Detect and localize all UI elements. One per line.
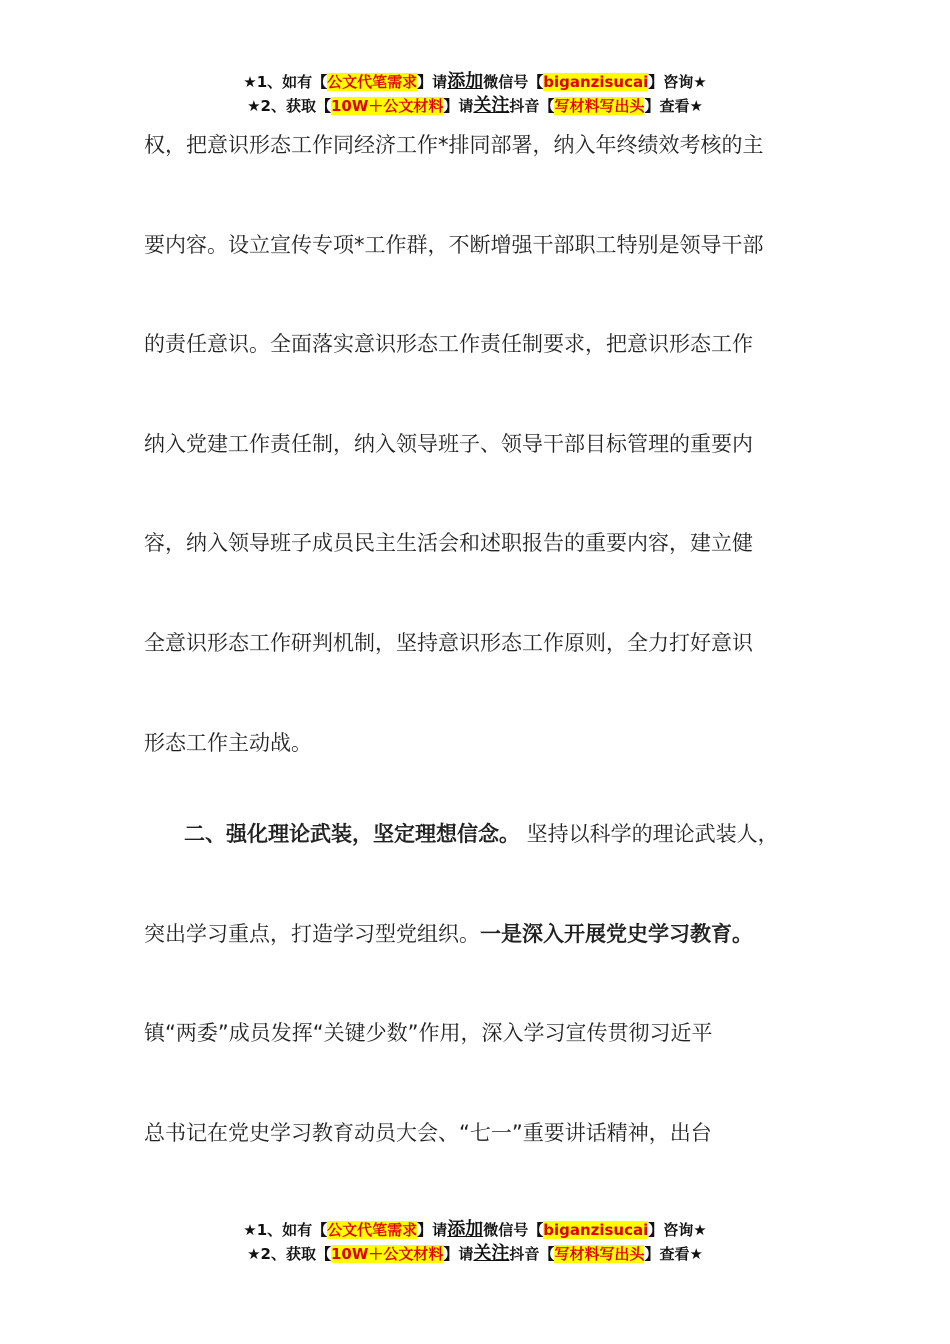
banner-text: 】请 <box>443 1245 474 1263</box>
banner-highlight: 10W＋公文材料 <box>330 1245 444 1263</box>
banner-emphasis: 添加 <box>447 1219 484 1240</box>
banner-text: 】咨询★ <box>648 1221 707 1239</box>
banner-line-2 <box>0 1242 950 1266</box>
banner-text: ★2、获取【 <box>247 97 331 115</box>
banner-text: 抖音【 <box>509 1245 555 1263</box>
body-line: 纳入党建工作责任制，纳入领导班子、领导干部目标管理的重要内 <box>144 432 753 456</box>
banner-text: ★1、如有【 <box>243 73 328 91</box>
banner-highlight: 写材料写出头 <box>554 1245 645 1263</box>
banner-text: ★1、如有【 <box>243 1221 328 1239</box>
body-line: 容，纳入领导班子成员民主生活会和述职报告的重要内容，建立健 <box>144 531 753 555</box>
banner-line-2 <box>0 94 950 118</box>
section-heading-line <box>184 820 874 848</box>
body-line <box>144 920 834 948</box>
banner-text: 微信号【 <box>483 73 544 91</box>
body-line: 要内容。设立宣传专项*工作群，不断增强干部职工特别是领导干部 <box>144 233 764 257</box>
banner-text: 】请 <box>443 97 474 115</box>
bold-point: 一是深入开展党史学习教育。 <box>480 922 753 946</box>
banner-line-1 <box>0 70 950 94</box>
banner-emphasis: 关注 <box>473 95 510 116</box>
banner-highlight: 公文代笔需求 <box>327 1221 418 1239</box>
body-line: 全意识形态工作研判机制，坚持意识形态工作原则，全力打好意识 <box>144 631 753 655</box>
banner-emphasis: 关注 <box>473 1243 510 1264</box>
body-text: 突出学习重点，打造学习型党组织。 <box>144 922 480 946</box>
banner-text: 】请 <box>417 1221 448 1239</box>
body-line: 权，把意识形态工作同经济工作*排同部署，纳入年终绩效考核的主 <box>144 133 764 157</box>
body-line: 镇“两委”成员发挥“关键少数”作用，深入学习宣传贯彻习近平 <box>144 1021 713 1045</box>
banner-text: 抖音【 <box>509 97 555 115</box>
banner-highlight: 公文代笔需求 <box>327 73 418 91</box>
body-text: 坚持以科学的理论武装人， <box>520 822 779 846</box>
banner-emphasis: 添加 <box>447 71 484 92</box>
header-banner <box>0 70 950 118</box>
section-heading: 二、强化理论武装，坚定理想信念。 <box>184 822 520 846</box>
banner-text: 】咨询★ <box>648 73 707 91</box>
body-line: 总书记在党史学习教育动员大会、“七一”重要讲话精神，出台 <box>144 1121 712 1145</box>
banner-text: 】查看★ <box>644 97 703 115</box>
banner-text: 微信号【 <box>483 1221 544 1239</box>
banner-text: 】请 <box>417 73 448 91</box>
banner-line-1 <box>0 1218 950 1242</box>
banner-text: 】查看★ <box>644 1245 703 1263</box>
banner-highlight: 写材料写出头 <box>554 97 645 115</box>
body-line: 的责任意识。全面落实意识形态工作责任制要求，把意识形态工作 <box>144 332 753 356</box>
banner-highlight: biganzisucai <box>543 73 649 91</box>
footer-banner <box>0 1218 950 1266</box>
banner-highlight: 10W＋公文材料 <box>330 97 444 115</box>
banner-text: ★2、获取【 <box>247 1245 331 1263</box>
body-line: 形态工作主动战。 <box>144 731 312 755</box>
banner-highlight: biganzisucai <box>543 1221 649 1239</box>
